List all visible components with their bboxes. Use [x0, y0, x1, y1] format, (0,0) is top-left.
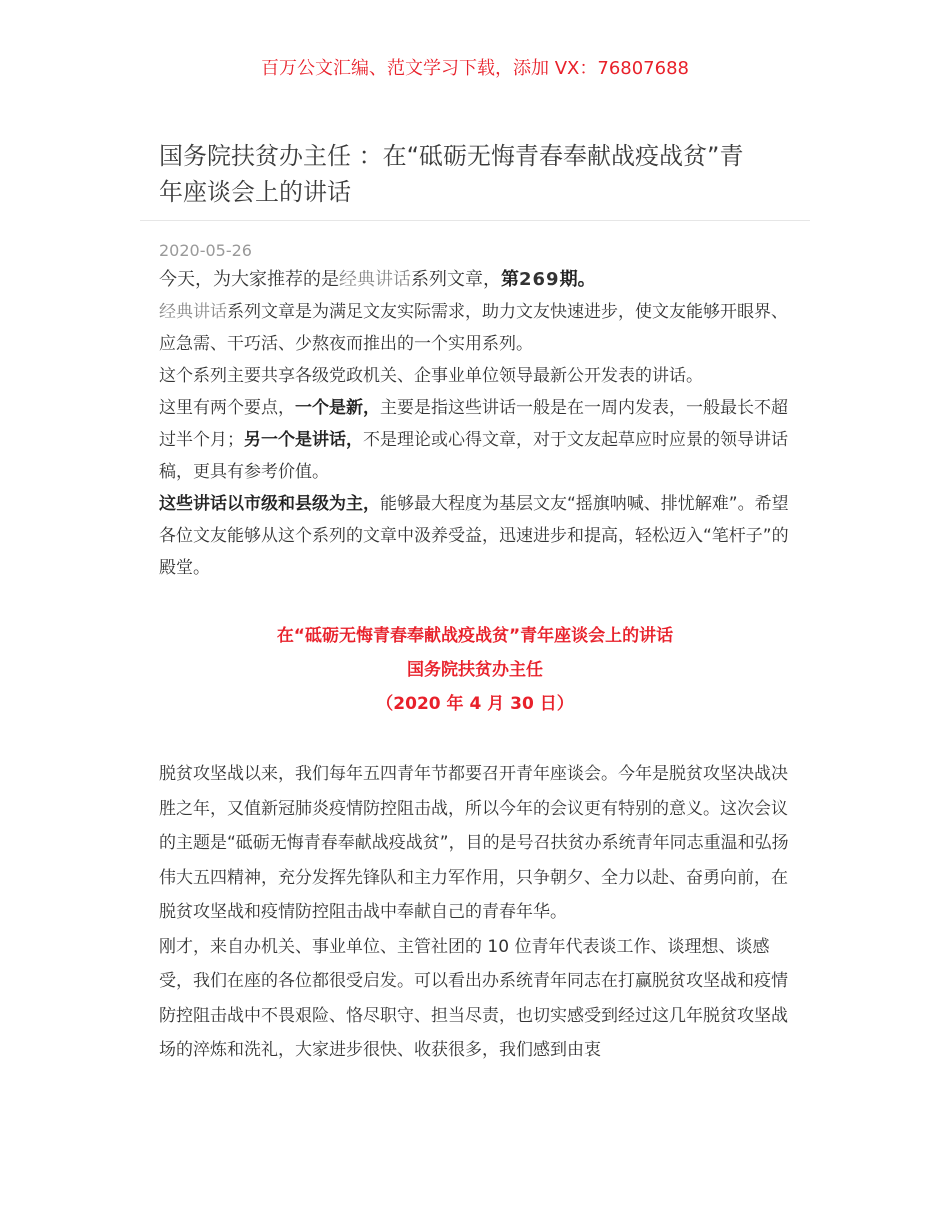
- p4-bold: 这些讲话以市级和县级为主，: [159, 494, 380, 514]
- article-date: 2020-05-26: [159, 241, 252, 260]
- intro-lead: [159, 264, 795, 296]
- lead-middle: 系列文章，: [411, 269, 501, 290]
- lead-issue-suffix: 期。: [559, 269, 596, 290]
- p4-text: 能够最大程度为基层文友“摇旗呐喊、排忧解难”。希望各位文友能够从这个系列的文章中汲养受益，迅速进步和提高，轻松迈入“笔杆子”的殿堂。: [159, 494, 789, 578]
- intro-paragraph-1: [159, 296, 795, 360]
- p3-a: 这里有两个要点，: [159, 398, 295, 418]
- lead-series: 经典讲话: [339, 269, 411, 290]
- intro-section: [159, 264, 795, 584]
- p1-series: 经典讲话: [159, 302, 227, 322]
- speech-date: （2020 年 4 月 30 日）: [376, 694, 574, 714]
- speech-heading: 在“砥砺无悔青春奉献战疫战贫”青年座谈会上的讲话: [276, 626, 674, 646]
- speech-heading-block: [0, 619, 950, 721]
- lead-prefix: 今天，为大家推荐的是: [159, 269, 339, 290]
- article-title: 国务院扶贫办主任 ：在“砥砺无悔青春奉献战疫战贫”青年座谈会上的讲话: [159, 142, 744, 206]
- p3-d: 另一个是讲话，: [244, 430, 363, 450]
- speech-paragraph-1: 脱贫攻坚战以来，我们每年五四青年节都要召开青年座谈会。今年是脱贫攻坚决战决胜之年，又值新冠肺炎疫情防控阻击战，所以今年的会议更有特别的意义。这次会议的主题是“砥砺无悔青春奉献战疫战贫”，目的是号召扶贫办系统青年同志重温和弘扬伟大五四精神，充分发挥先锋队和主力军作用，只争朝夕、全力以赴、奋勇向前，在脱贫攻坚战和疫情防控阻击战中奉献自己的青春年华。: [159, 764, 789, 922]
- speech-paragraph-2: 刚才，来自办机关、事业单位、主管社团的 10 位青年代表谈工作、谈理想、谈感受，我们在座的各位都很受启发。可以看出办系统青年同志在打赢脱贫攻坚战和疫情防控阻击战中不畏艰险、恪尽职守、担当尽责，也切实感受到经过这几年脱贫攻坚战场的淬炼和洗礼，大家进步很快、收获很多，我们感到由衷: [159, 936, 788, 1060]
- p3-c: 主要是指这些讲话一般是在一周内发表，一般最长不超过半个月；: [159, 398, 788, 450]
- lead-issue-prefix: 第: [501, 269, 519, 290]
- intro-paragraph-2: 这个系列主要共享各级党政机关、企事业单位领导最新公开发表的讲话。: [159, 366, 703, 386]
- speech-body: [159, 757, 795, 1068]
- p1-text: 系列文章是为满足文友实际需求，助力文友快速进步，使文友能够开眼界、应急需、干巧活、少熬夜而推出的一个实用系列。: [159, 302, 788, 354]
- p3-e: 不是理论或心得文章，对于文友起草应时应景的领导讲话稿，更具有参考价值。: [159, 430, 788, 482]
- speech-speaker: 国务院扶贫办主任: [407, 660, 543, 680]
- intro-paragraph-3: [159, 392, 795, 488]
- p3-b: 一个是新，: [295, 398, 380, 418]
- intro-paragraph-4: [159, 488, 795, 584]
- title-divider: [140, 220, 810, 221]
- lead-issue-number: 269: [519, 269, 560, 290]
- promo-banner: 百万公文汇编、范文学习下载，添加 VX：76807688: [261, 58, 689, 79]
